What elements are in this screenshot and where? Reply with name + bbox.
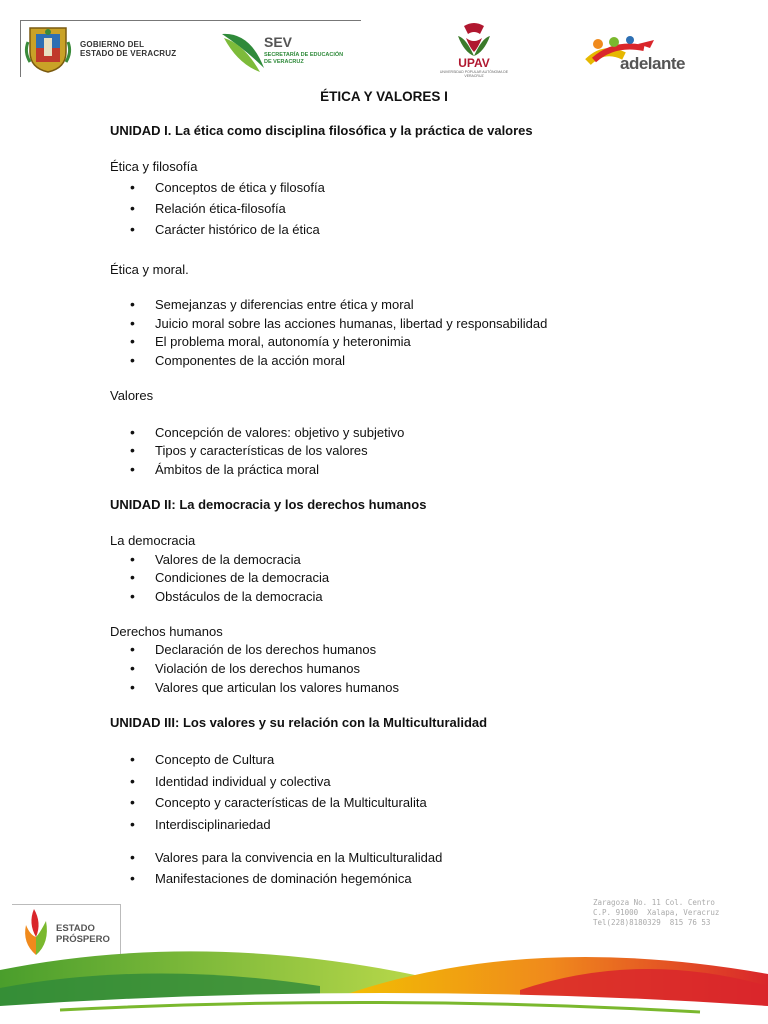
unit3-heading: UNIDAD III: Los valores y su relación con la Multiculturalidad <box>110 715 488 730</box>
section-valores: Valores <box>110 388 154 403</box>
estado-line2: PRÓSPERO <box>56 934 110 945</box>
address-line3: Tel(228)8180329 815 76 53 <box>593 918 711 927</box>
veracruz-government-logo <box>22 22 192 74</box>
upav-label: UPAV <box>458 56 490 70</box>
footer-color-waves <box>0 940 768 1024</box>
unit1-heading: UNIDAD I. La ética como disciplina filosófica y la práctica de valores <box>110 123 533 138</box>
unit2-heading: UNIDAD II: La democracia y los derechos humanos <box>110 497 427 512</box>
footer-address <box>593 898 719 928</box>
upav-logo <box>434 22 514 78</box>
sev-sub-line1: SECRETARÍA DE EDUCACIÓN <box>264 52 344 58</box>
sev-label: SEV <box>264 34 293 50</box>
adelante-logo <box>584 36 734 80</box>
sev-logo <box>220 28 360 76</box>
upav-subtitle: UNIVERSIDAD POPULAR AUTÓNOMA DE VERACRUZ <box>439 70 509 78</box>
adelante-label: adelante <box>620 54 685 73</box>
address-line1: Zaragoza No. 11 Col. Centro <box>593 898 715 907</box>
veracruz-coat-of-arms-icon <box>22 22 74 74</box>
section-derechos: Derechos humanos <box>110 624 223 639</box>
document-title: ÉTICA Y VALORES I <box>320 89 448 104</box>
section-etica-moral: Ética y moral. <box>110 262 189 277</box>
sev-leaf-icon <box>220 28 268 76</box>
sev-sub-line2: DE VERACRUZ <box>264 59 304 65</box>
gov-text-line2: ESTADO DE VERACRUZ <box>80 49 177 58</box>
estado-line1: ESTADO <box>56 923 95 934</box>
address-line2: C.P. 91000 Xalapa, Veracruz <box>593 908 720 917</box>
section-democracia: La democracia <box>110 533 196 548</box>
gov-text-line1: GOBIERNO DEL <box>80 40 145 49</box>
section-etica-filosofia: Ética y filosofía <box>110 159 198 174</box>
